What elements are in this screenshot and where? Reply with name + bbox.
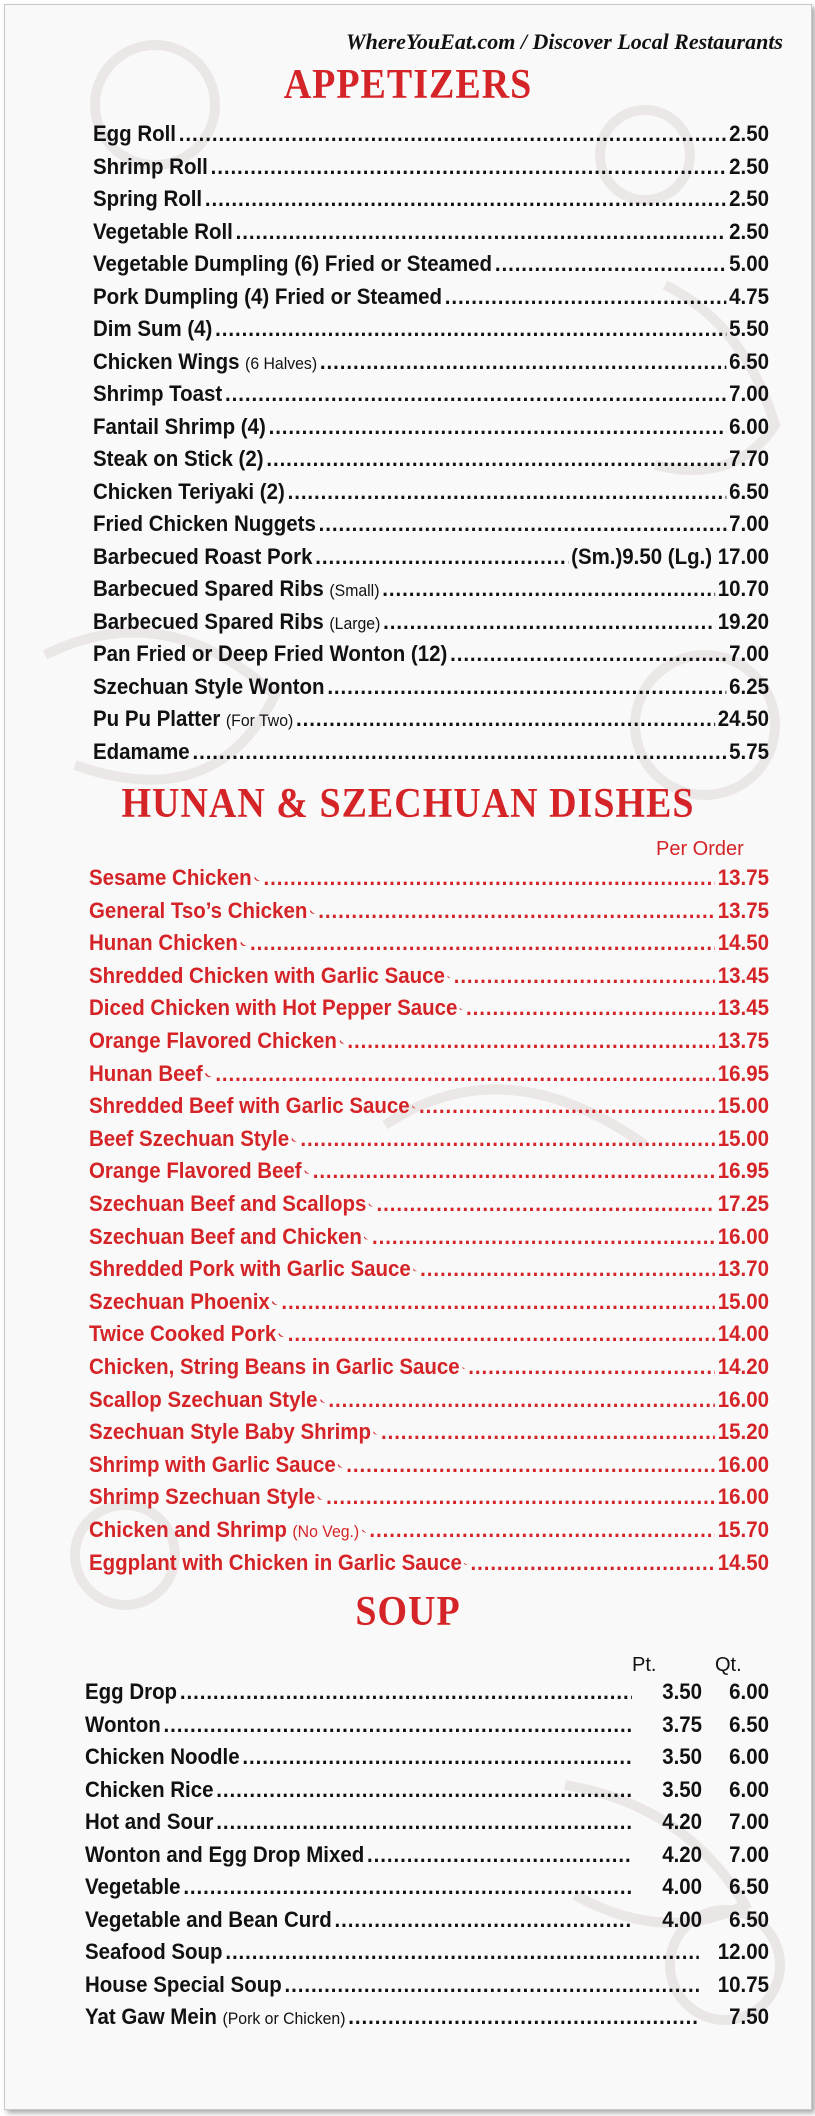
item-price: 15.00 (717, 1093, 769, 1119)
item-price: 6.50 (729, 478, 769, 504)
appetizers-heading: APPETIZERS (283, 61, 533, 109)
per-order-label: Per Order (656, 838, 744, 860)
quart-column-label: Qt. (715, 1654, 742, 1676)
quart-price: 6.00 (729, 1776, 769, 1802)
item-name: Eggplant with Chicken in Garlic Sauce (89, 1549, 462, 1575)
hunan-dish-row (89, 1126, 769, 1152)
pint-column-label: Pt. (632, 1654, 657, 1676)
dot-leader (269, 414, 727, 440)
pint-price: 3.75 (662, 1711, 703, 1737)
item-name: Orange Flavored Chicken (89, 1028, 337, 1053)
hunan-dish-row (89, 1191, 769, 1217)
appetizer-row (93, 739, 769, 765)
item-price: 15.00 (717, 1288, 769, 1314)
quart-price: 6.00 (729, 1679, 769, 1704)
hunan-dish-row (89, 1093, 769, 1119)
soup-row (85, 1939, 769, 1965)
dot-leader (347, 1028, 715, 1054)
item-name: Steak on Stick (2) (93, 446, 264, 471)
item-name: Fried Chicken Nuggets (93, 511, 316, 536)
item-name: Shrimp Szechuan Style (89, 1484, 316, 1510)
item-price: 16.95 (717, 1158, 769, 1184)
dot-leader (372, 1224, 715, 1250)
item-name: Szechuan Style Baby Shrimp (89, 1419, 371, 1445)
item-name: Chicken and Shrimp (89, 1517, 287, 1542)
appetizer-row (93, 251, 769, 277)
item-note: (For Two) (225, 711, 294, 730)
item-price: 16.00 (717, 1484, 769, 1510)
soup-heading: SOUP (355, 1588, 461, 1636)
item-note: (6 Halves) (245, 353, 318, 373)
item-price: 2.50 (729, 218, 769, 244)
soup-row (85, 1744, 769, 1770)
item-name: Dim Sum (4) (93, 316, 213, 341)
item-name: Szechuan Phoenix (89, 1288, 270, 1314)
soup-row (85, 1777, 769, 1803)
red-chili-pepper-icon (462, 1362, 466, 1374)
item-price: 5.50 (729, 316, 769, 341)
red-chili-pepper-icon (319, 1395, 325, 1407)
hunan-dish-row (89, 898, 769, 924)
item-name: Hot and Sour (85, 1809, 214, 1834)
dot-leader (382, 576, 715, 602)
item-price: 15.20 (717, 1419, 769, 1445)
hunan-dish-row (89, 1061, 769, 1087)
dot-leader (205, 186, 726, 212)
hunan-dish-row (89, 963, 769, 989)
item-name: Vegetable Roll (93, 218, 233, 244)
dot-leader (313, 1158, 715, 1184)
appetizer-row (93, 479, 769, 505)
item-name: Fantail Shrimp (4) (93, 413, 266, 439)
dot-leader (250, 930, 715, 956)
item-price: 16.00 (717, 1386, 769, 1412)
item-name: Barbecued Spared Ribs (93, 576, 324, 601)
item-note: (No Veg.) (292, 1522, 360, 1541)
dot-leader (381, 1419, 715, 1445)
item-name: Seafood Soup (85, 1939, 223, 1964)
dot-leader (328, 1387, 715, 1413)
item-name: Shredded Chicken with Garlic Sauce (89, 962, 445, 988)
dot-leader (335, 1907, 633, 1933)
quart-price: 7.50 (729, 2004, 769, 2029)
item-price: 7.00 (729, 381, 769, 406)
soup-row (85, 1907, 769, 1933)
dot-leader (470, 1550, 715, 1576)
dot-leader (348, 2004, 699, 2030)
dot-leader (216, 1809, 632, 1835)
site-banner[interactable]: WhereYouEat.com / Discover Local Restaurants (346, 29, 783, 54)
soup-row (85, 1712, 769, 1738)
red-chili-pepper-icon (464, 1558, 468, 1570)
item-name: Szechuan Beef and Chicken (89, 1223, 362, 1249)
dot-leader (466, 995, 715, 1021)
hunan-dish-row (89, 1452, 769, 1478)
item-name: Egg Drop (85, 1679, 178, 1704)
red-chili-pepper-icon (338, 1460, 344, 1472)
item-price: 13.75 (717, 1028, 769, 1053)
dot-leader (180, 1679, 632, 1705)
dot-leader (225, 1939, 699, 1965)
item-name: General Tso’s Chicken (89, 897, 308, 923)
item-name: Diced Chicken with Hot Pepper Sauce (89, 995, 458, 1021)
item-price: 14.50 (717, 1549, 769, 1575)
item-name: Szechuan Style Wonton (93, 673, 325, 699)
item-price: 7.70 (729, 446, 769, 471)
item-price: 14.00 (717, 1321, 769, 1347)
dot-leader (225, 381, 726, 407)
hunan-dish-row (89, 1387, 769, 1413)
appetizer-row (93, 349, 769, 375)
item-price: 6.00 (729, 413, 769, 439)
item-name: Shrimp with Garlic Sauce (89, 1451, 336, 1477)
dot-leader (419, 1093, 715, 1119)
item-price: 10.70 (717, 576, 769, 601)
pint-price: 3.50 (662, 1744, 703, 1769)
quart-price: 7.00 (729, 1841, 769, 1867)
appetizer-row (93, 641, 769, 667)
item-name: Orange Flavored Beef (89, 1158, 302, 1184)
dot-leader (315, 544, 568, 570)
dot-leader (288, 479, 727, 505)
red-chili-pepper-icon (253, 873, 260, 885)
item-name: Edamame (93, 738, 190, 764)
item-price: 6.25 (729, 673, 769, 699)
dot-leader (211, 154, 727, 180)
red-chili-pepper-icon (412, 1101, 417, 1113)
appetizer-row (93, 284, 769, 310)
quart-price: 6.50 (729, 1906, 769, 1932)
dot-leader (192, 739, 726, 765)
item-price: 7.00 (729, 641, 769, 666)
hunan-dish-row (89, 1224, 769, 1250)
item-price: 13.75 (717, 897, 769, 923)
item-name: Yat Gaw Mein (85, 2004, 217, 2029)
item-name: Vegetable Dumpling (6) Fried or Steamed (93, 251, 493, 276)
item-name: Hunan Beef (89, 1060, 203, 1086)
red-chili-pepper-icon (413, 1264, 418, 1276)
red-chili-pepper-icon (447, 971, 451, 983)
item-price: 24.50 (717, 706, 769, 731)
red-chili-pepper-icon (291, 1134, 298, 1146)
dot-leader (346, 1452, 715, 1478)
hunan-dish-row (89, 1354, 769, 1380)
item-price: 16.00 (717, 1451, 769, 1477)
item-name: Vegetable and Bean Curd (85, 1906, 332, 1932)
red-chili-pepper-icon (368, 1199, 373, 1211)
item-name: Vegetable (85, 1874, 181, 1899)
item-name: Beef Szechuan Style (89, 1125, 290, 1151)
hunan-dish-row (89, 1256, 769, 1282)
appetizer-row (93, 154, 769, 180)
item-note: (Large) (329, 613, 381, 633)
dot-leader (242, 1744, 632, 1770)
appetizer-row (93, 414, 769, 440)
quart-price: 10.75 (717, 1971, 769, 1997)
item-name: Pork Dumpling (4) Fried or Steamed (93, 283, 443, 309)
appetizer-row (93, 576, 769, 602)
red-chili-pepper-icon (278, 1329, 285, 1341)
red-chili-pepper-icon (373, 1427, 378, 1439)
dot-leader (263, 865, 715, 891)
soup-row (85, 1874, 769, 1900)
dot-leader (296, 706, 715, 732)
item-price: 17.25 (717, 1191, 769, 1216)
quart-price: 6.50 (729, 1711, 769, 1737)
appetizer-row (93, 511, 769, 537)
hunan-dish-row (89, 1158, 769, 1184)
dot-leader (284, 1972, 699, 1998)
hunan-dish-row (89, 1484, 769, 1510)
item-name: Egg Roll (93, 121, 176, 146)
dot-leader (445, 284, 727, 310)
hunan-dish-row (89, 930, 769, 956)
soup-row (85, 1679, 769, 1705)
item-price: (Sm.)9.50 (Lg.) 17.00 (571, 543, 769, 569)
appetizer-row (93, 219, 769, 245)
hunan-dish-row (89, 1028, 769, 1054)
item-name: Chicken, String Beans in Garlic Sauce (89, 1354, 460, 1379)
appetizer-row (93, 121, 769, 147)
item-name: Shrimp Toast (93, 381, 223, 406)
item-price: 5.00 (729, 251, 769, 276)
item-name: Shredded Pork with Garlic Sauce (89, 1256, 411, 1282)
item-price: 6.50 (729, 348, 769, 374)
dot-leader (319, 511, 727, 537)
soup-row (85, 2004, 769, 2030)
red-chili-pepper-icon (205, 1069, 213, 1081)
dot-leader (376, 1191, 715, 1217)
dot-leader (215, 1061, 715, 1087)
dot-leader (326, 1484, 715, 1510)
red-chili-pepper-icon (317, 1492, 323, 1504)
item-note: (Small) (329, 581, 380, 600)
red-chili-pepper-icon (272, 1297, 279, 1309)
item-price: 7.00 (729, 511, 769, 536)
dot-leader (367, 1842, 632, 1868)
item-price: 14.50 (717, 930, 769, 956)
item-name: Spring Roll (93, 186, 203, 211)
item-price: 2.50 (729, 121, 769, 146)
item-name: Pu Pu Platter (93, 706, 221, 731)
dot-leader (320, 349, 726, 375)
pint-price: 4.20 (662, 1809, 703, 1834)
item-price: 14.20 (717, 1354, 769, 1379)
dot-leader (216, 1777, 632, 1803)
item-name: Shrimp Roll (93, 153, 208, 179)
hunan-dish-row (89, 1517, 769, 1543)
dot-leader (454, 963, 715, 989)
dot-leader (369, 1517, 715, 1543)
item-name: Sesame Chicken (89, 865, 252, 890)
item-name: House Special Soup (85, 1971, 282, 1997)
pint-price: 4.00 (662, 1906, 703, 1932)
dot-leader (281, 1289, 715, 1315)
dot-leader (288, 1321, 715, 1347)
item-price: 16.00 (717, 1223, 769, 1249)
dot-leader (327, 674, 726, 700)
dot-leader (450, 641, 726, 667)
item-name: Wonton (85, 1711, 161, 1737)
hunan-dish-row (89, 1550, 769, 1576)
dot-leader (183, 1874, 632, 1900)
hunan-szechuan-heading: HUNAN & SZECHUAN DISHES (121, 780, 695, 828)
hunan-dish-row (89, 1419, 769, 1445)
red-chili-pepper-icon (309, 906, 315, 918)
item-price: 4.75 (729, 283, 769, 309)
soup-row (85, 1842, 769, 1868)
item-name: Chicken Wings (93, 348, 240, 374)
item-price: 5.75 (729, 738, 769, 764)
menu-page (4, 4, 812, 2110)
item-price: 16.95 (717, 1060, 769, 1086)
hunan-dish-row (89, 1321, 769, 1347)
item-name: Hunan Chicken (89, 930, 238, 956)
appetizer-row (93, 186, 769, 212)
pint-price: 3.50 (662, 1776, 703, 1802)
dot-leader (318, 898, 715, 924)
appetizer-row (93, 706, 769, 732)
item-price: 2.50 (729, 186, 769, 211)
item-price: 13.45 (717, 962, 769, 988)
red-chili-pepper-icon (459, 1003, 463, 1015)
appetizer-row (93, 609, 769, 635)
dot-leader (420, 1256, 715, 1282)
appetizer-row (93, 446, 769, 472)
dot-leader (236, 219, 727, 245)
item-price: 13.70 (717, 1256, 769, 1282)
soup-row (85, 1972, 769, 1998)
soup-row (85, 1809, 769, 1835)
item-price: 13.45 (717, 995, 769, 1021)
item-name: Shredded Beef with Garlic Sauce (89, 1093, 410, 1119)
dot-leader (300, 1126, 715, 1152)
dot-leader (215, 316, 726, 342)
item-price: 2.50 (729, 153, 769, 179)
dot-leader (468, 1354, 715, 1380)
item-price: 13.75 (717, 865, 769, 890)
item-name: Chicken Teriyaki (2) (93, 478, 285, 504)
red-chili-pepper-icon (339, 1036, 345, 1048)
item-note: (Pork or Chicken) (222, 2009, 346, 2028)
pint-price: 3.50 (662, 1679, 703, 1704)
item-price: 19.20 (717, 608, 769, 634)
appetizer-row (93, 544, 769, 570)
pint-price: 4.00 (662, 1874, 703, 1899)
quart-price: 7.00 (729, 1809, 769, 1834)
appetizer-row (93, 381, 769, 407)
hunan-dish-row (89, 865, 769, 891)
dot-leader (179, 121, 727, 147)
item-name: Wonton and Egg Drop Mixed (85, 1841, 365, 1867)
dot-leader (164, 1712, 633, 1738)
red-chili-pepper-icon (361, 1525, 367, 1537)
item-name: Barbecued Roast Pork (93, 543, 313, 569)
red-chili-pepper-icon (240, 938, 247, 950)
red-chili-pepper-icon (364, 1232, 369, 1244)
red-chili-pepper-icon (303, 1166, 309, 1178)
item-name: Pan Fried or Deep Fried Wonton (12) (93, 641, 448, 666)
quart-price: 6.00 (729, 1744, 769, 1769)
item-price: 15.70 (717, 1517, 769, 1542)
pint-price: 4.20 (662, 1841, 703, 1867)
appetizer-row (93, 316, 769, 342)
item-name: Twice Cooked Pork (89, 1321, 277, 1347)
dot-leader (495, 251, 727, 277)
quart-price: 6.50 (729, 1874, 769, 1899)
dot-leader (383, 609, 715, 635)
dot-leader (266, 446, 726, 472)
hunan-dish-row (89, 1289, 769, 1315)
item-price: 15.00 (717, 1125, 769, 1151)
item-name: Barbecued Spared Ribs (93, 608, 324, 634)
appetizer-row (93, 674, 769, 700)
item-name: Chicken Rice (85, 1776, 214, 1802)
quart-price: 12.00 (717, 1939, 769, 1964)
hunan-dish-row (89, 995, 769, 1021)
item-name: Chicken Noodle (85, 1744, 240, 1769)
item-name: Szechuan Beef and Scallops (89, 1191, 367, 1216)
item-name: Scallop Szechuan Style (89, 1386, 318, 1412)
